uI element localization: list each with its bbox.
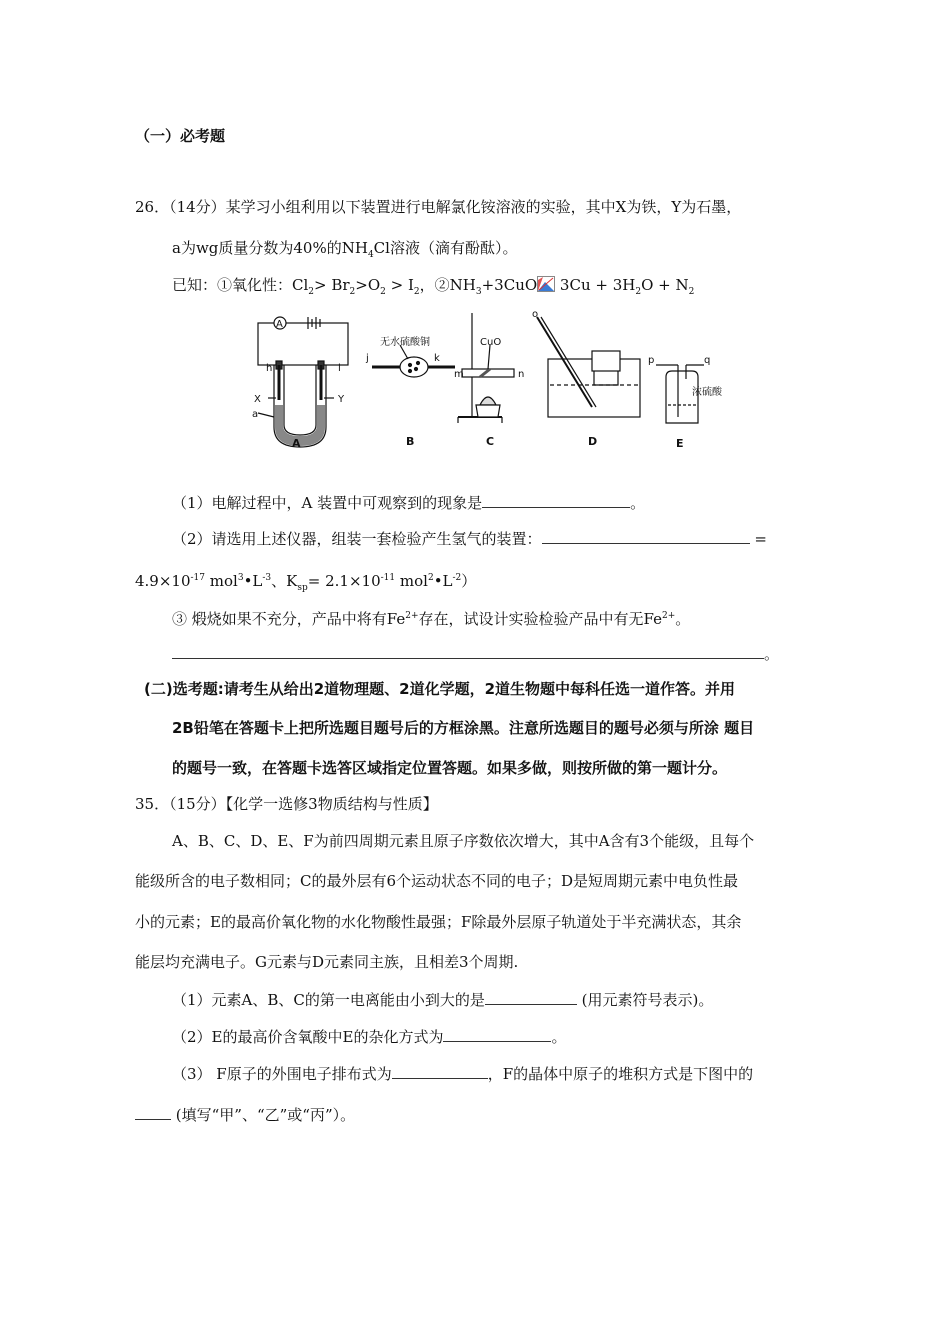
q26-intro-line2: a为wg质量分数为40%的$NH_4Cl$溶液（滴有酚酞）。 (172, 239, 518, 260)
label-h: h (266, 363, 273, 374)
label-m: m (454, 369, 464, 380)
section2-line1: (二)选考题:请考生从给出2道物理题、2道化学题，2道生物题中每科任选一道作答。并用 (144, 680, 736, 698)
q35-text-line2: 能级所含的电子数相同；C的最外层有6个运动状态不同的电子；D是短周期元素中电负性最 (135, 872, 739, 890)
broken-image-icon (537, 276, 555, 292)
section-heading-required: （一）必考题 (135, 127, 226, 145)
label-cuo: CuO (480, 337, 502, 348)
q35-sub2: （2）E的最高价含氧酸中E的杂化方式为 。 (172, 1028, 567, 1046)
caption-a: A (292, 437, 301, 450)
answer-blank[interactable] (135, 1105, 171, 1120)
label-i: i (338, 363, 341, 374)
q26-ksp-line: $4.9\times 10^{-17}$ $mol^3•L^{-3}$、$K_{sp}= 2.1\times 10^{-11}$ $mol^2•L^{-2}$） (135, 572, 477, 593)
q26-intro-line1: 26．（14分）某学习小组利用以下装置进行电解氯化铵溶液的实验，其中X为铁，Y为石墨， (135, 198, 742, 216)
q35-sub3: （3） F原子的外围电子排布式为 ，F的晶体中原子的堆积方式是下图中的 (172, 1065, 754, 1083)
apparatus-figure (240, 305, 760, 455)
ammeter-label: A (276, 319, 283, 330)
caption-c: C (486, 435, 495, 448)
label-q: q (704, 355, 711, 366)
label-anhydrous-cuso4: 无水硫酸铜 (380, 337, 430, 348)
caption-e: E (676, 437, 684, 450)
q35-title: 35．（15分）【化学一选修3物质结构与性质】 (135, 795, 438, 813)
q26-part2: （2）请选用上述仪器，组装一套检验产生氢气的装置： = (172, 530, 767, 548)
answer-blank[interactable] (482, 493, 630, 508)
label-x: X (254, 394, 261, 405)
label-a: a (252, 409, 259, 420)
q26-part3: ③ 煅烧如果不充分，产品中将有$Fe^{2+}$存在，试设计实验检验产品中有无$Fe^{2+}$。 (172, 610, 691, 628)
label-p: p (648, 355, 655, 366)
q35-sub3-cont: (填写“甲”、“乙”或“丙”）。 (135, 1105, 355, 1125)
answer-blank[interactable] (172, 644, 764, 659)
answer-blank[interactable] (542, 529, 750, 544)
answer-blank[interactable] (443, 1027, 551, 1042)
answer-blank[interactable] (485, 990, 577, 1005)
q35-text-line3: 小的元素；E的最高价氧化物的水化物酸性最强；F除最外层原子轨道处于半充满状态，其余 (135, 913, 742, 931)
label-j: j (366, 353, 369, 364)
q26-known-conditions: 已知：①氧化性：$Cl_2> Br_2>O_2 > I_2$，$②NH_3+3CuO$ $3Cu + 3H_2O + N_2$ (172, 276, 695, 297)
q35-sub1: （1）元素A、B、C的第一电离能由小到大的是 (用元素符号表示)。 (172, 991, 714, 1009)
label-k: k (434, 353, 440, 364)
section2-line3: 的题号一致，在答题卡选答区域指定位置答题。如果多做，则按所做的第一题计分。 (172, 759, 728, 777)
label-conc-h2so4: 浓硫酸 (692, 387, 722, 398)
q35-text-line4: 能层均充满电子。G元素与D元素同主族，且相差3个周期. (135, 953, 519, 971)
q26-part3-answer: 。 (172, 644, 779, 664)
label-y: Y (338, 394, 345, 405)
section2-line2: 2B铅笔在答题卡上把所选题目题号后的方框涂黑。注意所选题目的题号必须与所涂 题目 (172, 719, 755, 737)
label-o: o (532, 309, 539, 320)
caption-b: B (406, 435, 415, 448)
circuit-wire-loop (258, 323, 348, 365)
q35-text-line1: A、B、C、D、E、F为前四周期元素且原子序数依次增大，其中A含有3个能级，且每个 (172, 832, 755, 850)
caption-d: D (588, 435, 598, 448)
label-n: n (518, 369, 525, 380)
q26-part1: （1）电解过程中，A 装置中可观察到的现象是 。 (172, 494, 646, 512)
answer-blank[interactable] (392, 1064, 488, 1079)
